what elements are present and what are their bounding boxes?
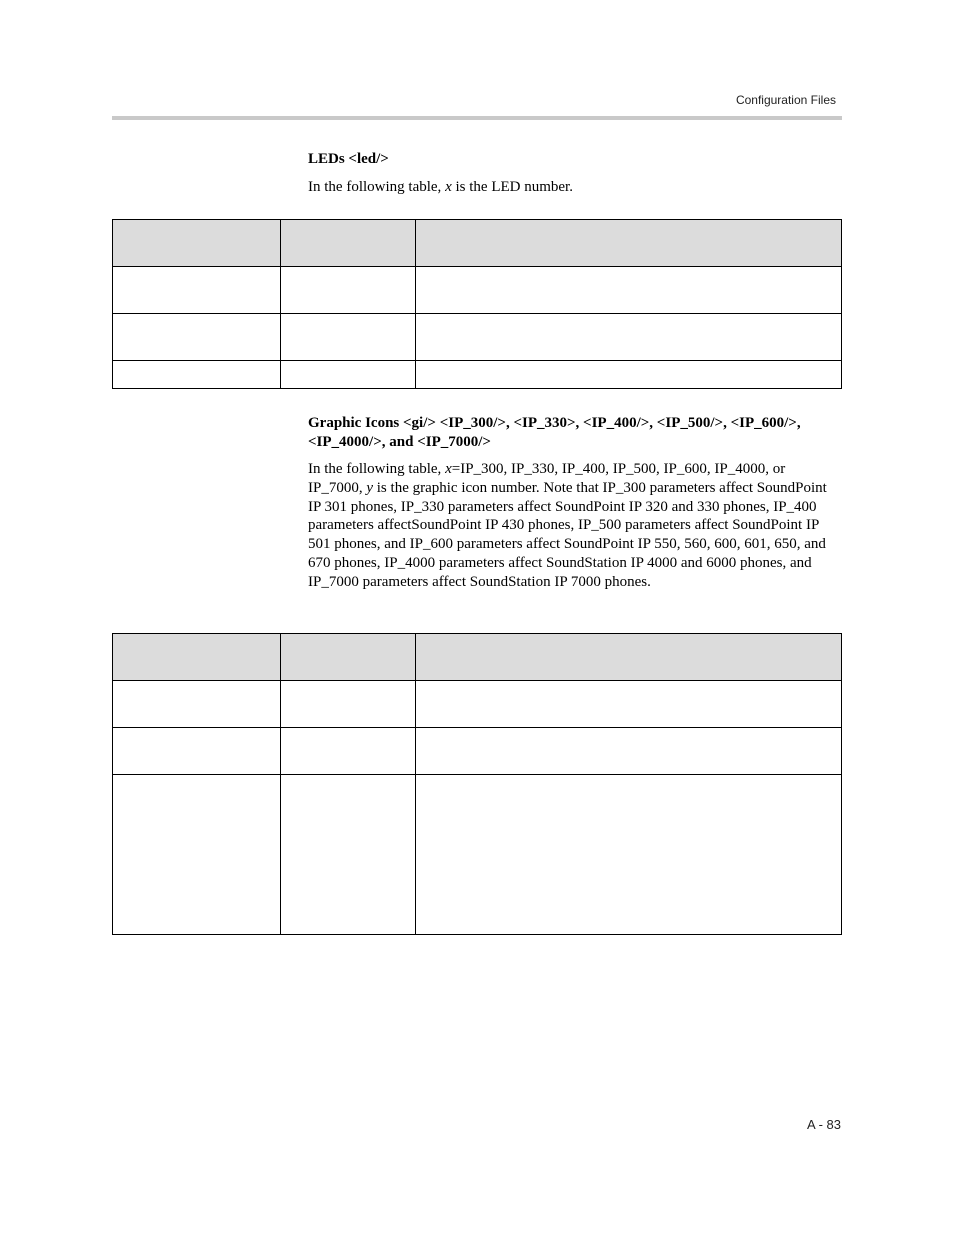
running-header: Configuration Files <box>735 93 836 107</box>
table-cell <box>113 267 281 314</box>
gi-intro-mid: =IP_300, IP_330, IP_400, IP_500, IP_600, IP_4000, or IP_7000, <box>308 461 786 496</box>
leds-intro-before: In the following table, <box>308 179 446 195</box>
table-cell <box>416 681 842 728</box>
leds-intro <box>308 178 838 197</box>
table-cell <box>416 361 842 389</box>
table-cell <box>416 728 842 775</box>
leds-intro-after: is the LED number. <box>451 179 573 195</box>
graphic-icons-table <box>112 633 842 935</box>
table-row <box>113 267 842 314</box>
graphic-icons-heading: Graphic Icons <gi/> <IP_300/>, <IP_330>, <IP_400/>, <IP_500/>, <IP_600/>, <IP_4000/>, and <IP_7000/> <box>308 415 801 450</box>
table-cell <box>113 220 281 267</box>
leds-table-header-row <box>113 220 842 267</box>
table-cell <box>416 314 842 361</box>
table-row <box>113 361 842 389</box>
table-cell <box>113 361 281 389</box>
table-cell <box>416 267 842 314</box>
table-row <box>113 681 842 728</box>
gi-intro-before: In the following table, <box>308 461 446 477</box>
gi-table-header-row <box>113 634 842 681</box>
table-cell <box>281 361 416 389</box>
table-cell <box>416 220 842 267</box>
gi-intro-after: is the graphic icon number. Note that IP_300 parameters affect SoundPoint IP 301 phones, IP_330 parameters affect SoundPoint IP 320 and 330 phones, IP_400 parameters affectSoundPoint IP 430 phones, IP_500 parameters affect SoundPoint IP 501 phones, and IP_600 parameters affect SoundPoint IP 550, 560, 600, 601, 650, and 670 phones, IP_4000 parameters affect SoundStation IP 4000 and 6000 phones, and IP_7000 parameters affect SoundStation IP 7000 phones. <box>308 479 827 590</box>
table-row <box>113 775 842 935</box>
table-row <box>113 314 842 361</box>
leds-table <box>112 219 842 389</box>
table-cell <box>113 775 281 935</box>
table-cell <box>416 634 842 681</box>
leds-intro-var: x <box>445 179 452 195</box>
table-cell <box>281 728 416 775</box>
table-cell <box>281 220 416 267</box>
table-row <box>113 728 842 775</box>
graphic-icons-intro <box>308 460 838 592</box>
page-number: A - 83 <box>807 1117 841 1132</box>
leds-heading: LEDs <led/> <box>308 151 389 167</box>
table-cell <box>281 681 416 728</box>
header-rule <box>112 116 842 120</box>
table-cell <box>113 728 281 775</box>
table-cell <box>281 775 416 935</box>
table-cell <box>281 267 416 314</box>
table-cell <box>113 681 281 728</box>
table-cell <box>281 314 416 361</box>
gi-intro-var-x: x <box>445 461 452 477</box>
table-cell <box>113 314 281 361</box>
gi-intro-var-y: y <box>366 479 374 496</box>
table-cell <box>113 634 281 681</box>
table-cell <box>416 775 842 935</box>
table-cell <box>281 634 416 681</box>
